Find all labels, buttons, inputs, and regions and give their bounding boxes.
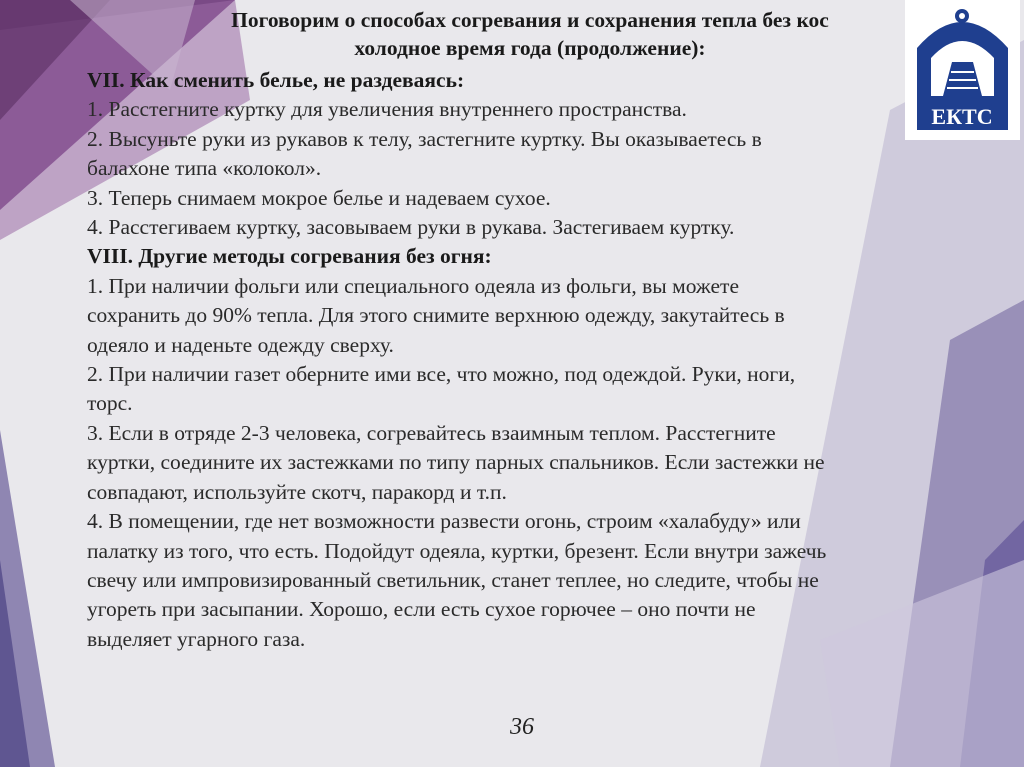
slide-content [87, 66, 987, 654]
text-line: 1. При наличии фольги или специального одеяла из фольги, вы можете [87, 273, 739, 298]
text-line: совпадают, используйте скотч, паракорд и т.п. [87, 479, 507, 504]
text-line: 1. Расстегните куртку для увеличения внутреннего пространства. [87, 97, 687, 122]
section-heading-7: VII. Как сменить белье, не раздеваясь: [87, 68, 465, 92]
logo-text: ЕКТС [931, 104, 993, 129]
slide-title [150, 6, 910, 62]
text-line: 2. При наличии газет оберните ими все, что можно, под одеждой. Руки, ноги, [87, 362, 796, 387]
text-line: палатку из того, что есть. Подойдут одеяла, куртки, брезент. Если внутри зажечь [87, 538, 827, 563]
text-line: 4. Расстегиваем куртку, засовываем руки в рукава. Застегиваем куртку. [87, 215, 735, 240]
text-line: куртки, соедините их застежками по типу парных спальников. Если застежки не [87, 450, 825, 475]
slide-title-line1: Поговорим о способах согревания и сохранения тепла без кос [231, 8, 829, 32]
text-line: свечу или импровизированный светильник, станет теплее, но следите, чтобы не [87, 567, 819, 592]
text-line: одеяло и наденьте одежду сверху. [87, 332, 394, 357]
text-line: 3. Если в отряде 2-3 человека, согревайтесь взаимным теплом. Расстегните [87, 420, 776, 445]
page-number: 36 [510, 714, 534, 740]
text-line: угореть при засыпании. Хорошо, если есть сухое горючее – оно почти не [87, 597, 756, 622]
slide-title-line2: холодное время года (продолжение): [354, 36, 706, 60]
text-line: 4. В помещении, где нет возможности развести огонь, строим «халабуду» или [87, 509, 801, 534]
text-line: выделяет угарного газа. [87, 626, 306, 651]
text-line: сохранить до 90% тепла. Для этого снимите верхнюю одежду, закутайтесь в [87, 303, 785, 328]
text-line: торс. [87, 391, 133, 416]
section-heading-8: VIII. Другие методы согревания без огня: [87, 244, 492, 269]
text-line: балахоне типа «колокол». [87, 156, 322, 181]
text-line: 2. Высуньте руки из рукавов к телу, застегните куртку. Вы оказываетесь в [87, 126, 762, 151]
college-logo [905, 0, 1020, 140]
text-line: 3. Теперь снимаем мокрое белье и надеваем сухое. [87, 185, 551, 210]
